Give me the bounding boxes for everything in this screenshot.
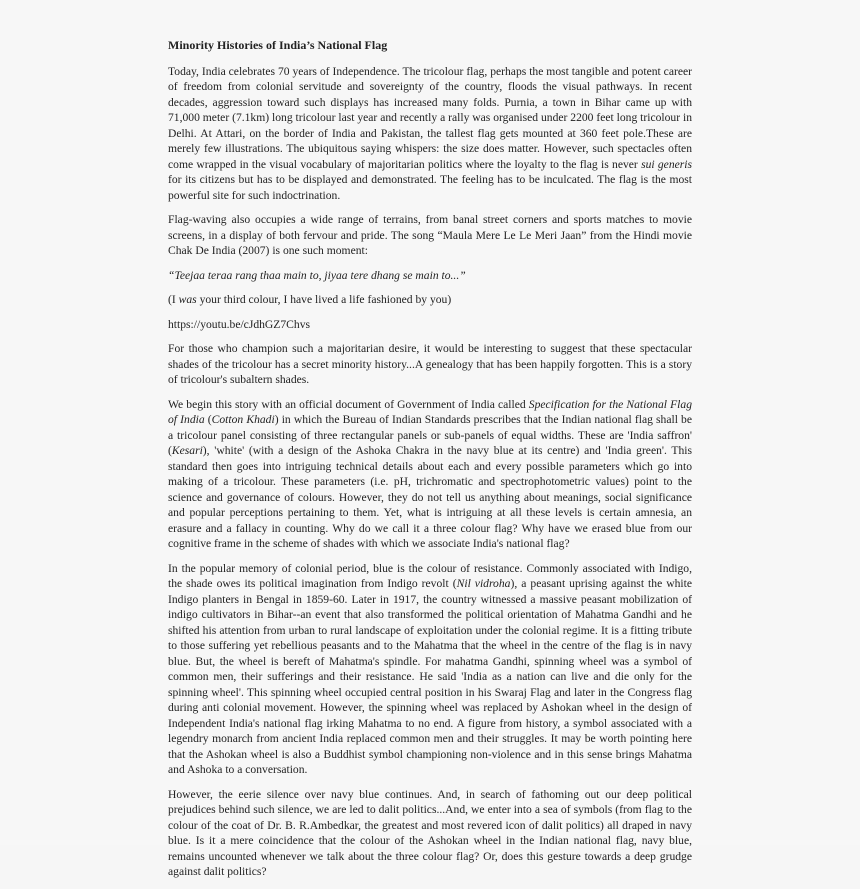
paragraph-5 xyxy=(168,561,692,778)
paragraph-4 xyxy=(168,397,692,552)
song-quote: “Teejaa teraa rang thaa main to, jiyaa tere dhang se main to...” xyxy=(168,268,466,282)
translation-end: your third colour, I have lived a life fashioned by you) xyxy=(196,293,452,306)
p4-a: We begin this story with an official document of Government of India called xyxy=(168,397,529,411)
paragraph-3: For those who champion such a majoritarian desire, it would be interesting to suggest that these spectacular shades of the tricolour has a secret minority history...A genealogy that has been happily forgotten. This is a story of tricolour's subaltern shades. xyxy=(168,342,692,386)
song-translation xyxy=(168,292,692,308)
paragraph-1-text: Today, India celebrates 70 years of Independence. The tricolour flag, perhaps the most tangible and potent career of freedom from colonial servitude and sovereignty of the country, floods the visual pathways. In recent decades, aggression toward such displays has increased many folds. Purnia, a town in Bihar came up with 71,000 meter (7.1km) long tricolour last year and recently a rally was organised under 2200 feet long tricolour in Delhi. At Attari, on the border of India and Pakistan, the tallest flag gets mounted at 360 feet pole.These are merely few illustrations. The ubiquitous saying whispers: the size does matter. However, such spectacles often come wrapped in the visual vocabulary of majoritarian politics where the loyalty to the flag is never xyxy=(168,64,692,171)
translation-start: (I xyxy=(168,293,179,306)
paragraph-6: However, the eerie silence over navy blue continues. And, in search of fathoming out our deep political prejudices behind such silence, we are led to dalit politics...And, we enter into a sea of symbols (from flag to the colour of the coat of Dr. B. R.Ambedkar, the greatest and most revered icon of dalit politics) all draped in navy blue. Is it a mere coincidence that the colour of the Ashokan wheel in the Indian national flag, navy blue, remains uncounted whenever we talk about the three colour flag? Or, does this gesture towards a deep grudge against dalit politics? xyxy=(168,787,692,878)
paragraph-1-italic: sui generis xyxy=(641,157,693,171)
p4-italic-2: Cotton Khadi xyxy=(211,413,275,426)
paragraph-1 xyxy=(168,64,692,204)
video-link[interactable]: https://youtu.be/cJdhGZ7Chvs xyxy=(168,317,311,331)
p4-italic-1: Specification for the National Flag of India xyxy=(168,397,693,426)
p4-italic-3: Kesari xyxy=(171,444,203,457)
p5-italic: Nil vidroha xyxy=(456,577,511,590)
paragraph-2: Flag-waving also occupies a wide range of terrains, from banal street corners and sports matches to movie screens, in a display of both fervour and pride. The song “Maula Mere Le Le Meri Jaan” from the Hindi movie Chak De India (2007) is one such moment: xyxy=(168,213,692,257)
article-body xyxy=(168,38,692,889)
p5-a: In the popular memory of colonial period, blue is the colour of resistance. Commonly associated with Indigo, the shade owes its political imagination from Indigo revolt ( xyxy=(168,561,692,590)
p5-b: ), a peasant uprising against the white Indigo planters in Bengal in 1859-60. Later in 1917, the country witnessed a massive peasant mobilization of indigo cultivators in Bihar--an event that also transformed the political orientation of Mahatma Gandhi and he shifted his attention from urban to rural landscape of exploitation under the colonial regime. It is a fitting tribute to those suffering yet rebellious peasants and to the Mahatma that the wheel in the centre of the flag is in navy blue. But, the wheel is bereft of Mahatma's spindle. For mahatma Gandhi, spinning wheel was a symbol of common men, their sufferings and their resistance. He said 'India as a nation can live and die only for the spinning wheel'. This spinning wheel occupied central position in his Swaraj Flag and later in the Congress flag during anti colonial movement. However, the spinning wheel was replaced by Ashokan wheel in the design of Independent India's national flag irking Mahatma to no end. A figure from history, a symbol associated with a legendry monarch from ancient India replaced common men and their struggles. It may be worth pointing here that the Ashokan wheel is also a Buddhist symbol championing non-violence and in this sense brings Mahatma and Ashoka to a conversation. xyxy=(168,577,693,776)
p4-c: ) in which the Bureau of Indian Standards prescribes that the Indian national flag shall be a tricolour panel consisting of three rectangular panels or sub-panels of equal widths. These are 'India saffron' ( xyxy=(168,413,693,457)
p4-b: ( xyxy=(204,413,212,426)
paragraph-1-end: for its citizens but has to be displayed and demonstrated. The feeling has to be inculcated. The flag is the most powerful site for such indoctrination. xyxy=(168,173,692,202)
article-title: Minority Histories of India’s National Flag xyxy=(168,38,388,52)
translation-italic: was xyxy=(178,293,197,306)
p4-d: ), 'white' (with a design of the Ashoka Chakra in the navy blue at its centre) and 'India green'. This standard then goes into intriguing technical details about each and every possible parameters which go into making of a tricolour. These parameters (i.e. pH, trichromatic and spectrophotometric values) point to the science and governance of colours. However, they do not tell us anything about meanings, social significance and popular perceptions pertaining to them. Yet, what is intriguing at all these levels is certain amnesia, an erasure and a fallacy in counting. Why do we call it a three colour flag? Why have we erased blue from our cognitive frame in the scheme of shades with which we associate India's national flag? xyxy=(168,444,692,550)
